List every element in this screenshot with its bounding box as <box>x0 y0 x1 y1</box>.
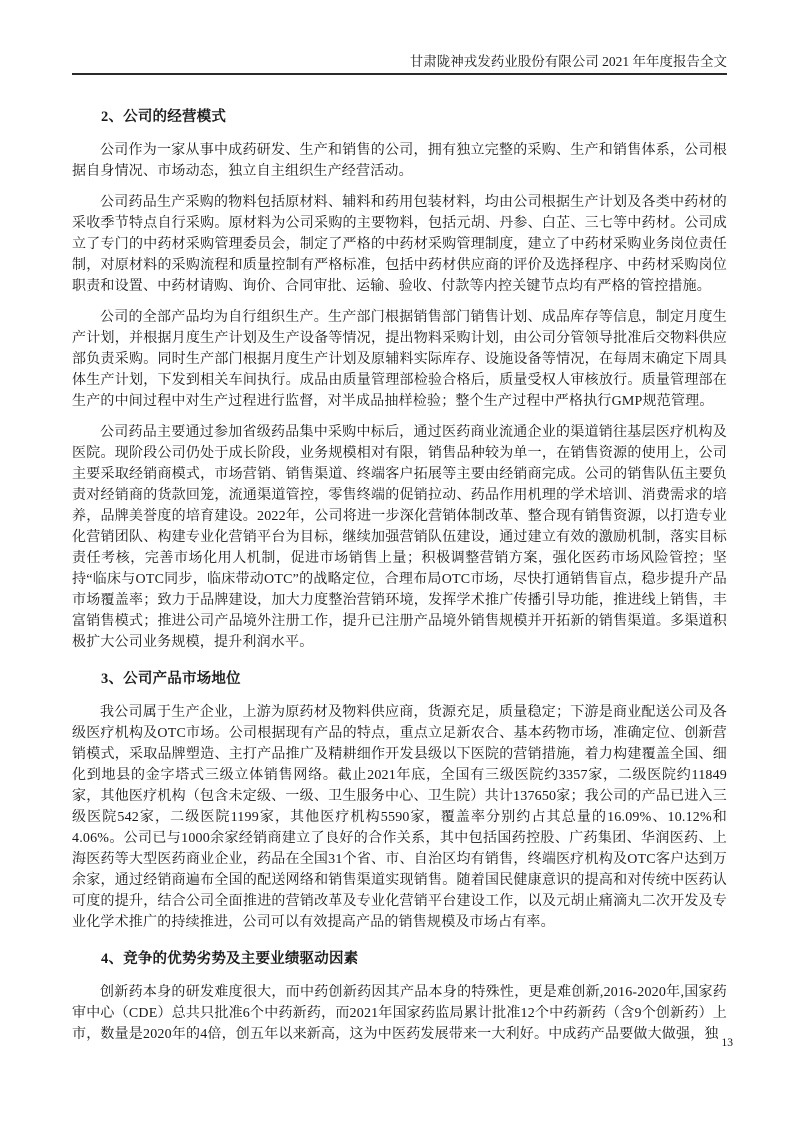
paragraph: 公司作为一家从事中成药研发、生产和销售的公司，拥有独立完整的采购、生产和销售体系，公司根据自身情况、市场动态，独立自主组织生产经营活动。 <box>72 143 727 179</box>
section-heading-market-position: 3、公司产品市场地位 <box>101 671 241 687</box>
section-heading-competition-drivers: 4、竞争的优势劣势及主要业绩驱动因素 <box>101 951 359 967</box>
page-footer <box>72 1037 733 1049</box>
header-rule <box>72 73 727 75</box>
paragraph: 公司的全部产品均为自行组织生产。生产部门根据销售部门销售计划、成品库存等信息，制定月度生产计划，并根据月度生产计划及生产设备等情况，提出物料采购计划，由公司分管领导批准后交物料供应部负责采购。同时生产部门根据月度生产计划及原辅料实际库存、设施设备等情况，在每周末确定下周具体生产计划，下发到相关车间执行。成品由质量管理部检验合格后，质量受权人审核放行。质量管理部在生产的中间过程中对生产过程进行监督，对半成品抽样检验；整个生产过程中严格执行GMP规范管理。 <box>72 310 727 409</box>
page-number: 13 <box>721 1037 733 1049</box>
paragraph: 公司药品主要通过参加省级药品集中采购中标后，通过医药商业流通企业的渠道销往基层医疗机构及医院。现阶段公司仍处于成长阶段，业务规模相对有限，销售品种较为单一，在销售资源的使用上，公司主要采取经销商模式，市场营销、销售渠道、终端客户拓展等主要由经销商完成。公司的销售队伍主要负责对经销商的货款回笼，流通渠道管控，零售终端的促销拉动、药品作用机理的学术培训、消费需求的培养，品牌美誉度的培育建设。2022年，公司将进一步深化营销体制改革、整合现有销售资源，以打造专业化营销团队、构建专业化营销平台为目标，继续加强营销队伍建设，通过建立有效的激励机制，落实目标责任考核，完善市场化用人机制，促进市场销售上量；积极调整营销方案，强化医药市场风险管控；坚持“临床与OTC同步，临床带动OTC”的战略定位，合理布局OTC市场，尽快打通销售盲点，稳步提升产品市场覆盖率；致力于品牌建设，加大力度整治营销环境，发挥学术推广传播引导功能，推进线上销售，丰富销售模式；推进公司产品境外注册工作，提升已注册产品境外销售规模并开拓新的销售渠道。多渠道积极扩大公司业务规模，提升利润水平。 <box>72 425 727 650</box>
header-title: 甘肃陇神戎发药业股份有限公司 2021 年年度报告全文 <box>409 54 727 69</box>
paragraph: 我公司属于生产企业，上游为原药材及物料供应商，货源充足，质量稳定；下游是商业配送公司及各级医疗机构及OTC市场。公司根据现有产品的特点，重点立足新农合、基本药物市场，准确定位、创新营销模式，采取品牌塑造、主打产品推广及精耕细作开发县级以下医院的营销措施，着力构建覆盖全国、细化到地县的金字塔式三级立体销售网络。截止2021年底，全国有三级医院约3357家，二级医院约11849家，其他医疗机构（包含未定级、一级、卫生服务中心、卫生院）共计137650家；我公司的产品已进入三级医院542家，二级医院1199家，其他医疗机构5590家，覆盖率分别约占其总量的16.09%、10.12%和4.06%。公司已与1000余家经销商建立了良好的合作关系，其中包括国药控股、广药集团、华润医药、上海医药等大型医药商业企业，药品在全国31个省、市、自治区均有销售，终端医疗机构及OTC客户达到万余家，通过经销商遍布全国的配送网络和销售渠道实现销售。随着国民健康意识的提高和对传统中医药认可度的提升，结合公司全面推进的营销改革及专业化营销平台建设工作，以及元胡止痛滴丸二次开发及专业化学术推广的持续推进，公司可以有效提高产品的销售规模及市场占有率。 <box>72 705 727 930</box>
document-body <box>72 91 727 1055</box>
paragraph: 公司药品生产采购的物料包括原材料、辅料和药用包装材料，均由公司根据生产计划及各类中药材的采收季节特点自行采购。原材料为公司采购的主要物料，包括元胡、丹参、白芷、三七等中药材。公司成立了专门的中药材采购管理委员会，制定了严格的中药材采购管理制度，建立了中药材采购业务岗位责任制，对原材料的采购流程和质量控制有严格标准，包括中药材供应商的评价及选择程序、中药材采购岗位职责和设置、中药材请购、询价、合同审批、运输、验收、付款等内控关键节点均有严格的管控措施。 <box>72 195 727 294</box>
page-header <box>72 53 727 71</box>
section-heading-operating-model: 2、公司的经营模式 <box>101 109 227 125</box>
paragraph: 创新药本身的研发难度很大，而中药创新药因其产品本身的特殊性，更是难创新,2016-2020年,国家药审中心（CDE）总共只批准6个中药新药，而2021年国家药监局累计批准12个中药新药（含9个创新药）上市，数量是2020年的4倍，创五年以来新高，这为中医药发展带来一大利好。中成药产品要做大做强，独 <box>72 985 727 1042</box>
